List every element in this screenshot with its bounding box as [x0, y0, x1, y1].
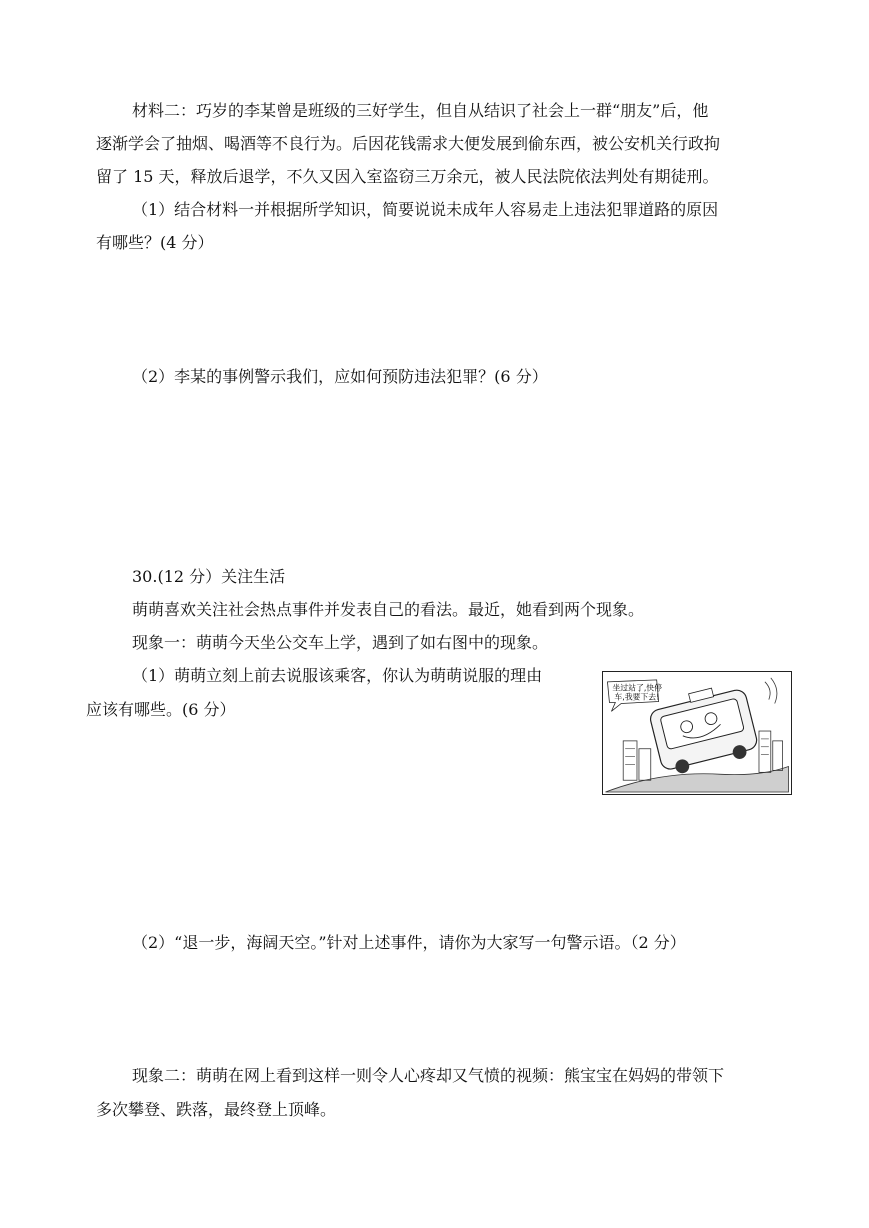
question-29-1-line2: 有哪些？(4 分） — [96, 233, 214, 252]
question-30-1-line2: 应该有哪些。(6 分） — [86, 700, 236, 719]
phenomenon-2-line2: 多次攀登、跌落，最终登上顶峰。 — [96, 1100, 337, 1119]
material2-line3: 留了 15 天，释放后退学，不久又因入室盗窃三万余元，被人民法院依法判处有期徒刑。 — [96, 167, 719, 186]
question-30-intro: 萌萌喜欢关注社会热点事件并发表自己的看法。最近，她看到两个现象。 — [132, 600, 645, 619]
question-29-2: （2）李某的事例警示我们，应如何预防违法犯罪？(6 分） — [132, 367, 548, 386]
speech-bubble-line1: 坐过站了,快停 — [612, 683, 663, 693]
question-29-1-line1: （1）结合材料一并根据所学知识，简要说说未成年人容易走上违法犯罪道路的原因 — [132, 200, 719, 219]
phenomenon-1: 现象一：萌萌今天坐公交车上学，遇到了如右图中的现象。 — [132, 633, 549, 652]
material2-line2: 逐渐学会了抽烟、喝酒等不良行为。后因花钱需求大便发展到偷东西，被公安机关行政拘 — [96, 134, 721, 153]
question-30-2: （2）“退一步，海阔天空。”针对上述事件，请你为大家写一句警示语。（2 分） — [132, 933, 686, 952]
bus-cartoon-image — [602, 671, 792, 795]
question-30-1-line1: （1）萌萌立刻上前去说服该乘客，你认为萌萌说服的理由 — [132, 666, 543, 685]
question-30-title: 30.(12 分）关注生活 — [132, 567, 286, 586]
speech-bubble-line2: 车,我要下去! — [614, 692, 660, 702]
phenomenon-2-line1: 现象二：萌萌在网上看到这样一则令人心疼却又气愤的视频：熊宝宝在妈妈的带领下 — [132, 1066, 725, 1085]
material2-line1: 材料二：巧岁的李某曾是班级的三好学生，但自从结识了社会上一群“朋友”后，他 — [132, 101, 709, 120]
